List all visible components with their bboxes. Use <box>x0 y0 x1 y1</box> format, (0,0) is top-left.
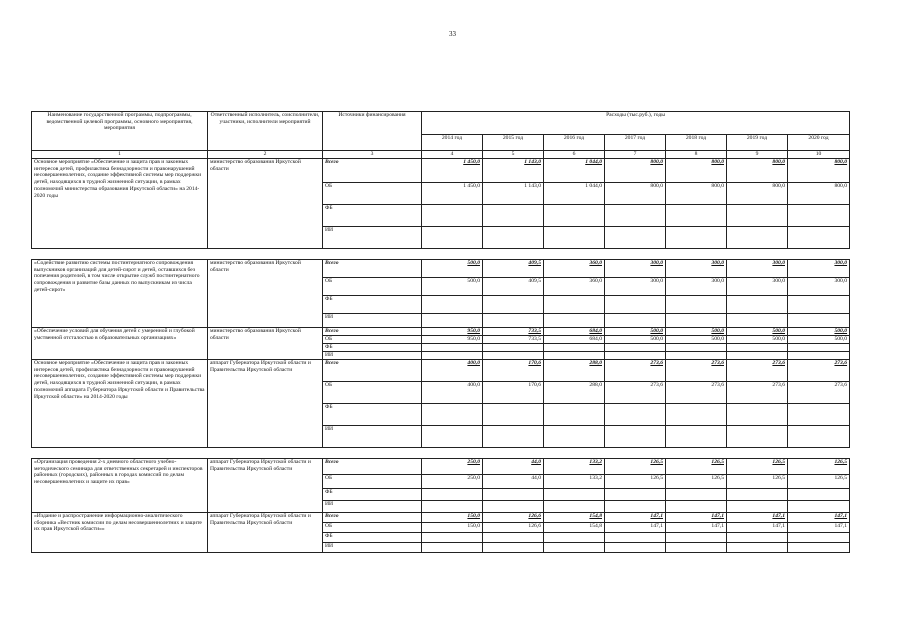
expense-value: 500,0 <box>422 260 483 278</box>
expense-value: 950,0 <box>422 328 483 336</box>
expense-value <box>483 296 544 314</box>
expense-value: 500,0 <box>788 328 850 336</box>
expense-value: 273,6 <box>605 382 666 404</box>
expense-value: 500,0 <box>605 328 666 336</box>
expense-value <box>483 533 544 543</box>
budget-table <box>31 111 850 553</box>
table-row <box>32 260 850 278</box>
expense-value <box>483 227 544 249</box>
table-gap <box>32 448 850 459</box>
funding-source: ОБ <box>323 475 422 489</box>
expense-value <box>544 533 605 543</box>
expense-value <box>605 352 666 360</box>
expense-value: 154,8 <box>544 523 605 533</box>
expense-value: 133,2 <box>544 459 605 475</box>
expense-value: 409,5 <box>483 278 544 296</box>
funding-source: Всего <box>323 260 422 278</box>
expense-value: 500,0 <box>666 328 727 336</box>
expense-value: 684,0 <box>544 336 605 344</box>
expense-value: 273,6 <box>788 382 850 404</box>
expense-value: 684,0 <box>544 328 605 336</box>
expense-value: 126,5 <box>727 475 788 489</box>
expense-value: 300,0 <box>605 260 666 278</box>
expense-value <box>605 404 666 426</box>
expense-value <box>605 501 666 513</box>
expense-value: 273,6 <box>727 360 788 382</box>
responsible-executor: министерство образования Иркутской области <box>208 328 323 360</box>
expense-value <box>788 352 850 360</box>
table-gap <box>32 249 850 260</box>
expense-value: 126,6 <box>483 523 544 533</box>
expense-value: 170,6 <box>483 360 544 382</box>
expense-value: 1 044,0 <box>544 159 605 183</box>
table-row <box>32 328 850 336</box>
expense-value <box>788 533 850 543</box>
expense-value: 273,6 <box>727 382 788 404</box>
expense-value <box>727 205 788 227</box>
expense-value: 147,1 <box>788 523 850 533</box>
expense-value <box>605 426 666 448</box>
responsible-executor: министерство образования Иркутской области <box>208 260 323 328</box>
expense-value <box>483 543 544 553</box>
expense-value: 733,5 <box>483 336 544 344</box>
responsible-executor: аппарат Губернатора Иркутской области и Правительства Иркутской области <box>208 459 323 513</box>
expense-value <box>544 543 605 553</box>
expense-value <box>727 501 788 513</box>
expense-value <box>727 543 788 553</box>
expense-value: 1 143,0 <box>483 159 544 183</box>
expense-value: 147,1 <box>605 513 666 523</box>
expense-value <box>666 314 727 328</box>
expense-value <box>605 296 666 314</box>
expense-value <box>422 344 483 352</box>
header-year: 2014 год <box>422 135 483 151</box>
expense-value: 360,0 <box>544 278 605 296</box>
expense-value: 126,6 <box>483 513 544 523</box>
expense-value: 288,0 <box>544 382 605 404</box>
expense-value: 147,1 <box>605 523 666 533</box>
funding-source: ФБ <box>323 205 422 227</box>
expense-value <box>544 314 605 328</box>
expense-value: 250,0 <box>422 475 483 489</box>
column-number: 10 <box>788 151 850 159</box>
expense-value: 147,1 <box>666 523 727 533</box>
expense-value <box>483 426 544 448</box>
funding-source: ИИ <box>323 543 422 553</box>
expense-value: 500,0 <box>666 336 727 344</box>
expense-value: 300,0 <box>605 278 666 296</box>
funding-source: ОБ <box>323 336 422 344</box>
expense-value: 300,0 <box>666 260 727 278</box>
expense-value: 126,5 <box>788 475 850 489</box>
expense-value <box>483 404 544 426</box>
funding-source: Всего <box>323 328 422 336</box>
responsible-executor: министерство образования Иркутской области <box>208 159 323 249</box>
expense-value: 500,0 <box>788 336 850 344</box>
responsible-executor: аппарат Губернатора Иркутской области и Правительства Иркутской области <box>208 360 323 448</box>
funding-source: ФБ <box>323 404 422 426</box>
column-number: 8 <box>666 151 727 159</box>
expense-value: 400,0 <box>422 360 483 382</box>
expense-value <box>605 489 666 501</box>
expense-value <box>727 227 788 249</box>
funding-source: Всего <box>323 360 422 382</box>
expense-value: 150,0 <box>422 523 483 533</box>
expense-value <box>666 404 727 426</box>
expense-value <box>727 404 788 426</box>
expense-value <box>727 426 788 448</box>
header-year: 2017 год <box>605 135 666 151</box>
expense-value <box>544 344 605 352</box>
expense-value: 733,5 <box>483 328 544 336</box>
expense-value <box>666 533 727 543</box>
expense-value: 1 450,0 <box>422 159 483 183</box>
funding-source: ИИ <box>323 501 422 513</box>
expense-value <box>788 205 850 227</box>
header-year: 2016 год <box>544 135 605 151</box>
table-row <box>32 459 850 475</box>
expense-value: 273,6 <box>666 360 727 382</box>
expense-value <box>605 533 666 543</box>
funding-source: ФБ <box>323 533 422 543</box>
table-row <box>32 159 850 183</box>
expense-value: 147,1 <box>727 513 788 523</box>
expense-value: 950,0 <box>422 336 483 344</box>
expense-value <box>666 296 727 314</box>
expense-value <box>422 489 483 501</box>
expense-value: 409,5 <box>483 260 544 278</box>
expense-value <box>483 314 544 328</box>
expense-value: 273,6 <box>666 382 727 404</box>
header-year: 2015 год <box>483 135 544 151</box>
column-number: 1 <box>32 151 208 159</box>
expense-value: 288,0 <box>544 360 605 382</box>
expense-value <box>544 352 605 360</box>
expense-value: 126,5 <box>605 475 666 489</box>
expense-value: 300,0 <box>788 260 850 278</box>
responsible-executor: аппарат Губернатора Иркутской области и Правительства Иркутской области <box>208 513 323 553</box>
expense-value: 154,8 <box>544 513 605 523</box>
funding-source: ОБ <box>323 278 422 296</box>
funding-source: ОБ <box>323 382 422 404</box>
expense-value: 300,0 <box>727 260 788 278</box>
expense-value <box>666 205 727 227</box>
expense-value <box>483 489 544 501</box>
funding-source: Всего <box>323 459 422 475</box>
funding-source: ОБ <box>323 183 422 205</box>
header-source: Источники финансирования <box>323 112 422 151</box>
expense-value: 126,5 <box>666 475 727 489</box>
column-number: 7 <box>605 151 666 159</box>
expense-value: 1 044,0 <box>544 183 605 205</box>
expense-value: 126,5 <box>788 459 850 475</box>
header-expenses: Расходы (тыс.руб.), годы <box>422 112 850 135</box>
expense-value: 360,0 <box>544 260 605 278</box>
expense-value <box>483 344 544 352</box>
expense-value <box>605 314 666 328</box>
expense-value: 800,0 <box>605 159 666 183</box>
expense-value <box>483 501 544 513</box>
expense-value <box>422 227 483 249</box>
expense-value <box>727 533 788 543</box>
expense-value <box>788 489 850 501</box>
program-name: «Обеспечение условий для обучения детей с умеренной и глубокой умственной отсталостью в образовательных организациях» <box>32 328 208 360</box>
expense-value: 170,6 <box>483 382 544 404</box>
expense-value <box>605 227 666 249</box>
expense-value <box>422 205 483 227</box>
expense-value <box>788 426 850 448</box>
header-year: 2020 год <box>788 135 850 151</box>
expense-value: 300,0 <box>727 278 788 296</box>
expense-value <box>544 205 605 227</box>
expense-value <box>727 314 788 328</box>
expense-value <box>666 426 727 448</box>
expense-value <box>422 404 483 426</box>
expense-value <box>788 344 850 352</box>
expense-value <box>605 344 666 352</box>
column-number: 6 <box>544 151 605 159</box>
expense-value <box>727 352 788 360</box>
page-number: 33 <box>449 30 456 38</box>
expense-value: 500,0 <box>727 336 788 344</box>
expense-value <box>483 205 544 227</box>
header-responsible: Ответственный исполнитель, соисполнители, участники, исполнители мероприятий <box>208 112 323 151</box>
header-year: 2019 год <box>727 135 788 151</box>
expense-value: 273,6 <box>788 360 850 382</box>
expense-value: 800,0 <box>727 183 788 205</box>
expense-value <box>544 227 605 249</box>
expense-value <box>544 501 605 513</box>
expense-value: 126,5 <box>605 459 666 475</box>
expense-value: 250,0 <box>422 459 483 475</box>
expense-value <box>666 227 727 249</box>
expense-value: 500,0 <box>422 278 483 296</box>
expense-value: 126,5 <box>727 459 788 475</box>
expense-value <box>788 501 850 513</box>
expense-value: 800,0 <box>666 159 727 183</box>
expense-value <box>483 352 544 360</box>
expense-value <box>422 426 483 448</box>
funding-source: ФБ <box>323 489 422 501</box>
expense-value <box>788 543 850 553</box>
expense-value: 1 143,0 <box>483 183 544 205</box>
expense-value <box>544 296 605 314</box>
expense-value: 800,0 <box>666 183 727 205</box>
expense-value <box>422 533 483 543</box>
expense-value <box>666 352 727 360</box>
expense-value <box>788 296 850 314</box>
funding-source: ИИ <box>323 352 422 360</box>
expense-value <box>422 296 483 314</box>
expense-value <box>727 296 788 314</box>
expense-value <box>422 352 483 360</box>
expense-value <box>666 543 727 553</box>
expense-value <box>605 543 666 553</box>
expense-value: 44,0 <box>483 475 544 489</box>
expense-value: 44,0 <box>483 459 544 475</box>
column-number: 9 <box>727 151 788 159</box>
expense-value: 147,1 <box>788 513 850 523</box>
program-name: Основное мероприятие «Обеспечение и защита прав и законных интересов детей, профилактика безнадзорности и правонарушений несовершеннолетних, создание эффективной системы мер поддержки детей, находящихся в трудной жизненной ситуации, в рамках полномочий министерства образования Иркутской области» на 2014-2020 годы <box>32 159 208 249</box>
expense-value: 133,2 <box>544 475 605 489</box>
expense-value: 147,1 <box>666 513 727 523</box>
expense-value <box>544 404 605 426</box>
expense-value <box>605 205 666 227</box>
expense-value: 150,0 <box>422 513 483 523</box>
expense-value <box>788 314 850 328</box>
expense-value: 500,0 <box>727 328 788 336</box>
expense-value <box>727 344 788 352</box>
expense-value: 147,1 <box>727 523 788 533</box>
expense-value: 400,0 <box>422 382 483 404</box>
expense-value: 800,0 <box>605 183 666 205</box>
program-name: Основное мероприятие «Обеспечение и защита прав и законных интересов детей, профилактика безнадзорности и правонарушений несовершеннолетних, создание эффективной системы мер поддержки детей, находящихся в трудной жизненной ситуации, в рамках полномочий аппарата Губернатора Иркутской области и Правительства Иркутской области» на 2014-2020 годы <box>32 360 208 448</box>
funding-source: ОБ <box>323 523 422 533</box>
header-program: Наименование государственной программы, подпрограммы, ведомственной целевой программы, основного мероприятия, мероприятия <box>32 112 208 151</box>
funding-source: ФБ <box>323 344 422 352</box>
expense-value <box>544 426 605 448</box>
funding-source: ФБ <box>323 296 422 314</box>
expense-value: 1 450,0 <box>422 183 483 205</box>
expense-value: 800,0 <box>788 183 850 205</box>
expense-value <box>422 314 483 328</box>
expense-value <box>422 501 483 513</box>
header-year: 2018 год <box>666 135 727 151</box>
expense-value <box>788 404 850 426</box>
funding-source: ИИ <box>323 314 422 328</box>
expense-value: 800,0 <box>788 159 850 183</box>
expense-value <box>788 227 850 249</box>
table-row <box>32 513 850 523</box>
expense-value: 500,0 <box>605 336 666 344</box>
table-row <box>32 360 850 382</box>
expense-value <box>666 489 727 501</box>
funding-source: Всего <box>323 513 422 523</box>
column-number: 3 <box>323 151 422 159</box>
expense-value: 300,0 <box>666 278 727 296</box>
expense-value <box>727 489 788 501</box>
funding-source: Всего <box>323 159 422 183</box>
expense-value <box>544 489 605 501</box>
column-number: 2 <box>208 151 323 159</box>
program-name: «Издание и распространение информационно-аналитического сборника «Вестник комиссии по делам несовершеннолетних и защите их прав Иркутской области»» <box>32 513 208 553</box>
program-name: «Содействие развитию системы постинтернатного сопровождения выпускников организаций для детей-сирот и детей, оставшихся без попечения родителей, в том числе открытие служб постинтернатного сопровождения и развитие базы данных по выпускникам из числа детей-сирот» <box>32 260 208 328</box>
funding-source: ИИ <box>323 227 422 249</box>
expense-value <box>422 543 483 553</box>
column-number: 4 <box>422 151 483 159</box>
program-name: «Организация проведения 2-х дневного областного учебно-методического семинара для ответственных секретарей и инспекторов районных (городских), районных в городах комиссий по делам несовершеннолетних и защите их прав» <box>32 459 208 513</box>
funding-source: ИИ <box>323 426 422 448</box>
expense-value: 126,5 <box>666 459 727 475</box>
expense-value <box>666 501 727 513</box>
expense-value: 800,0 <box>727 159 788 183</box>
column-number: 5 <box>483 151 544 159</box>
expense-value: 273,6 <box>605 360 666 382</box>
expense-value: 300,0 <box>788 278 850 296</box>
expense-value <box>666 344 727 352</box>
